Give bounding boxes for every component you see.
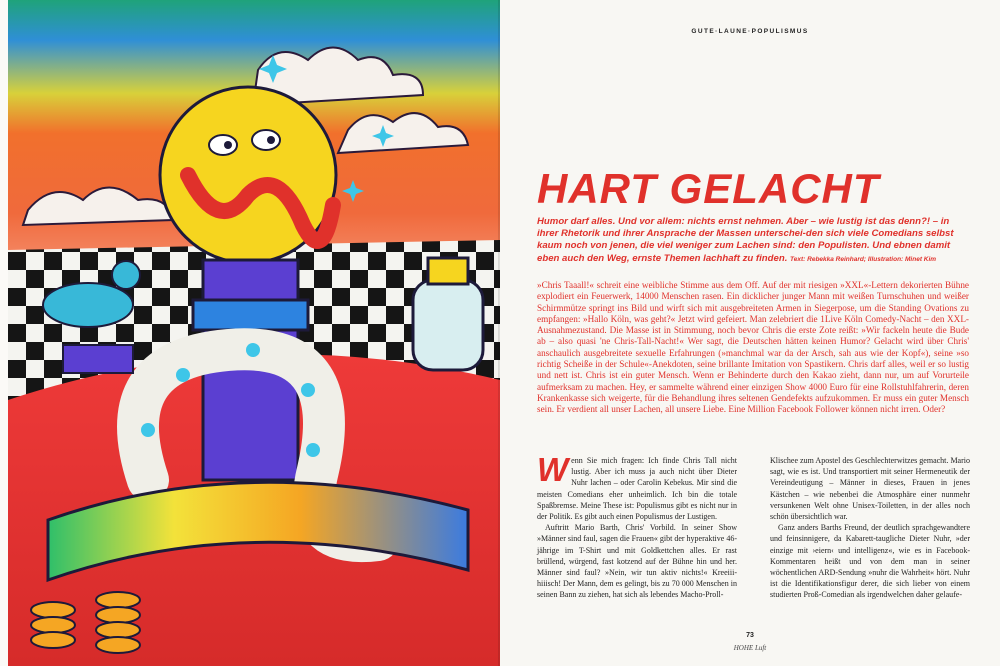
drop-cap: W [537, 451, 569, 488]
section-kicker: GUTE·LAUNE·POPULISMUS [691, 28, 809, 35]
article-title: HART GELACHT [537, 165, 880, 212]
article-credit: Text: Rebekka Reinhard; Illustration: Minet Kim [790, 255, 937, 263]
lead-text: Humor darf alles. Und vor allem: nichts ernst nehmen. Aber – wie lustig ist das denn?! – in ihrer Rhetorik und ihrer Ansprache der Massen unterschei-den sich viele Comedians selbst kaum noch von jenen, die viel weniger zum Lachen sind: den Populisten. Und ebnen damit eben auch den Weg, ernste Themen lachhaft zu finden. [537, 216, 954, 264]
body-column-1 [537, 451, 737, 601]
body-paragraph: Auftritt Mario Barth, Chris' Vorbild. In seiner Show »Männer sind faul, sagen die Frauen« gibt der hyperaktive 46-jährige im T-Shirt und mit Goldkettchen alles. Er rast brüllend, würgend, fast kotzend auf der Bühne hin und her. Männer sind faul? »Nein, wir tun aktiv nichts!« Kreeiii-hiiisch! Der Mann, dem es gelingt, bis zu 70 000 Menschen in seinen Bann zu ziehen, hat sich als lebendes Macho-Proll- [537, 523, 737, 600]
magazine-name: HOHE Luft [733, 644, 767, 652]
body-paragraph: Klischee zum Apostel des Geschlechterwitzes gemacht. Mario sagt, wie es ist. Und transportiert mit seiner Hermeneutik der Vereindeutigung – Männer in dieses, Frauen in jenes Kästchen – wie nebenbei die Atmosphäre einer nunmehr versunkenen Welt ohne Unisex-Toiletten, in der alles noch schön übersichtlich war. [770, 456, 970, 522]
article-lead [537, 216, 969, 266]
illustration [8, 0, 500, 666]
right-page [500, 0, 1000, 666]
article-intro: »Chris Taaall!« schreit eine weibliche Stimme aus dem Off. Auf der mit riesigen »XXL«-Lettern dekorierten Bühne explodiert ein Feuerwerk, 14000 Menschen rasen. Ein dicklicher junger Mann mit weißen Turnschuhen und weißer Schirmmütze springt ins Bild und wirft sich mit ausgebreiteten Armen in Siegerpose, um die Standing Ovations zu empfangen: »Hallo Köln, was geht?« Jetzt wird gefeiert. Man zelebriert die 1Live Köln Comedy-Nacht – den XXL-Ausnahmezustand. Die Masse ist in Stimmung, noch bevor Chris die erste Zote reißt: »Wir fackeln heute die Bude ab – also quasi 'ne Chris-Tall-Nacht!« Wer sagt, die Deutschen hätten keinen Humor? Gelacht wird über Chris' anschaulich ausgebreitete sexuelle Erfahrungen (»manchmal war da der Arsch, sah aus wie der Kopf«), seine »so richtig Scheiße in der Schule«-Anekdoten, seine brillante Imitation von Spastikern. Chris darf alles, weil er so lustig und nett ist. Chris ist ein guter Mensch. Wenn er Behinderte durch den Kakao zieht, dann nur, um auf Vorurteile aufmerksam zu machen. Hey, er sammelte während einer einzigen Show 4000 Euro für eine Rollstuhlfahrerin, deren Krankenkasse sich weigerte, für die Behandlung ihres seltenen Gendefekts aufzukommen. Er muss ein guter Mensch sein. Er verdient all unser Lachen, all unsere Liebe. Eine Million Facebook Follower können nicht irren. Oder? [537, 280, 969, 415]
body-paragraph: Ganz anders Barths Freund, der deutlich sprachgewandtere und feinsinnigere, da Kabarett-taugliche Dieter Nuhr, »der einzige mit ›eiern‹ und intelligenz«, wie es in Facebook-Kommentaren heißt und von dem man in seiner wöchentlichen ARD-Sendung »nuhr die Wahrheit« hört. Nuhr ist die Identifikationsfigur derer, die sich lieber von einem studierten Proß-Comedian als irgendwelchen daher gelaufe- [770, 523, 970, 600]
body-column-2 [770, 455, 970, 601]
page-number: 73 [746, 632, 754, 639]
body-paragraph: enn Sie mich fragen: Ich finde Chris Tall nicht lustig. Aber ich muss ja auch nicht über Dieter Nuhr lachen – oder Carolin Kebekus. Mir sind die meisten Comedians eher unheimlich. Ich bin die totale Spaßbremse. Meine These ist: Populismus gibt es nicht nur in der Politik. Es gibt auch einen Populismus der Lustigen. [537, 456, 737, 522]
